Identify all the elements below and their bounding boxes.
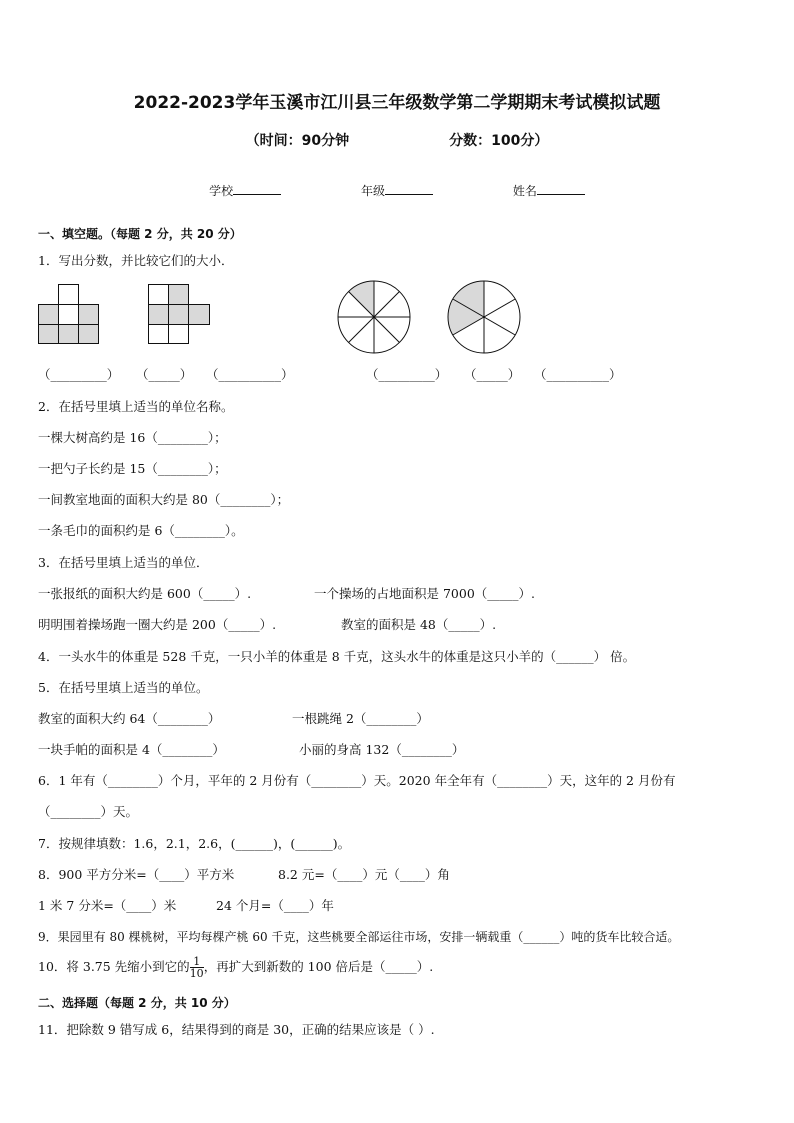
name-field[interactable] <box>513 182 585 199</box>
exam-subtitle <box>0 130 794 150</box>
q8-item-1: 8．900 平方分米=（____）平方米 <box>38 867 235 882</box>
fraction-denominator: 10 <box>189 967 204 980</box>
page-title: 2022-2023学年玉溪市江川县三年级数学第二学期期末考试模拟试题 <box>133 93 661 113</box>
q8-item-3: 1 米 7 分米=（____）米 <box>38 898 177 913</box>
question-5: 5．在括号里填上适当的单位。 <box>38 680 209 695</box>
question-11: 11．把除数 9 错写成 6，结果得到的商是 30，正确的结果应该是（ ）. <box>38 1022 435 1037</box>
q8-row-1 <box>38 865 450 883</box>
question-2: 2．在括号里填上适当的单位名称。 <box>38 399 234 414</box>
total-score: 分数：100分） <box>449 133 549 149</box>
name-label: 姓名 <box>512 184 537 198</box>
q8-item-4: 24 个月=（____）年 <box>216 898 334 913</box>
grid-figure-2 <box>148 284 212 344</box>
q2-line-3: 一间教室地面的面积大约是 80（________）； <box>38 492 290 507</box>
name-blank[interactable] <box>537 184 585 195</box>
q5-item-3: 一块手帕的面积是 4（________） <box>38 742 225 757</box>
answer-blank-2[interactable]: （_____） <box>136 367 193 382</box>
q5-row-2 <box>38 740 464 758</box>
question-3: 3．在括号里填上适当的单位． <box>38 555 209 570</box>
question-1: 1．写出分数，并比较它们的大小． <box>38 253 234 268</box>
q2-line-4: 一条毛巾的面积约是 6（________）。 <box>38 523 244 538</box>
time-limit: （时间：90分钟 <box>245 133 350 149</box>
question-9: 9．果园里有 80 棵桃树，平均每棵产桃 60 千克，这些桃要全部运往市场，安排一辆载重（______）吨的货车比较合适。 <box>38 930 680 944</box>
q8-item-2: 8.2 元=（____）元（____）角 <box>278 867 450 882</box>
question-10 <box>38 956 433 979</box>
q10-prefix: 10．将 3.75 先缩小到它的 <box>38 959 190 974</box>
grid-figure-2-cells <box>149 285 210 344</box>
question-6-line-1: 6．1 年有（________）个月，平年的 2 月份有（________）天。2020 年全年有（________）天，这年的 2 月份有 <box>38 773 676 788</box>
fraction-one-tenth <box>190 956 204 979</box>
fraction-numerator: 1 <box>190 956 204 968</box>
circle-eighths-figure <box>334 277 414 357</box>
q3-row-1 <box>38 584 535 602</box>
q3-item-1: 一张报纸的面积大约是 600（_____）. <box>38 586 252 601</box>
grade-blank[interactable] <box>385 184 433 195</box>
q3-item-2: 一个操场的占地面积是 7000（_____）. <box>314 586 536 601</box>
section-heading-fill-in: 一、填空题。（每题 2 分，共 20 分） <box>38 227 242 241</box>
student-info <box>0 182 794 199</box>
answer-blank-3[interactable]: （__________） <box>206 367 294 382</box>
section-heading-multiple-choice: 二、选择题（每题 2 分，共 10 分） <box>38 996 236 1010</box>
circle-sixths-figure <box>444 277 524 357</box>
question-7: 7．按规律填数：1.6，2.1，2.6，(______)，(______)。 <box>38 836 351 851</box>
q5-item-1: 教室的面积大约 64（________） <box>38 711 221 726</box>
grid-figure-1 <box>38 284 100 344</box>
grade-field[interactable] <box>361 182 433 199</box>
answer-blank-6[interactable]: （__________） <box>534 367 622 382</box>
shaded-sector <box>349 281 374 317</box>
q2-line-1: 一棵大树高约是 16（________）； <box>38 430 227 445</box>
q5-item-4: 小丽的身高 132（________） <box>299 742 465 757</box>
grid-figure-1-cells <box>39 285 99 344</box>
question-6-line-2: （________）天。 <box>38 804 139 819</box>
question-4: 4．一头水牛的体重是 528 千克，一只小羊的体重是 8 千克，这头水牛的体重是这只小羊的（______） 倍。 <box>38 649 636 664</box>
q10-suffix: ，再扩大到新数的 100 倍后是（_____）. <box>203 959 434 974</box>
q2-line-2: 一把勺子长约是 15（________）； <box>38 461 227 476</box>
q3-item-4: 教室的面积是 48（_____）. <box>341 617 497 632</box>
school-blank[interactable] <box>233 184 281 195</box>
q5-row-1 <box>38 709 429 727</box>
grade-label: 年级 <box>360 184 385 198</box>
answer-blank-1[interactable]: （_________） <box>38 367 120 382</box>
school-label: 学校 <box>209 184 234 198</box>
q3-item-3: 明明围着操场跑一圈大约是 200（_____）. <box>38 617 277 632</box>
answer-blank-4[interactable]: （_________） <box>366 367 448 382</box>
q5-item-2: 一根跳绳 2（________） <box>292 711 429 726</box>
school-field[interactable] <box>209 182 281 199</box>
q8-row-2 <box>38 896 334 914</box>
q3-row-2 <box>38 615 496 633</box>
answer-blank-5[interactable]: （_____） <box>464 367 521 382</box>
